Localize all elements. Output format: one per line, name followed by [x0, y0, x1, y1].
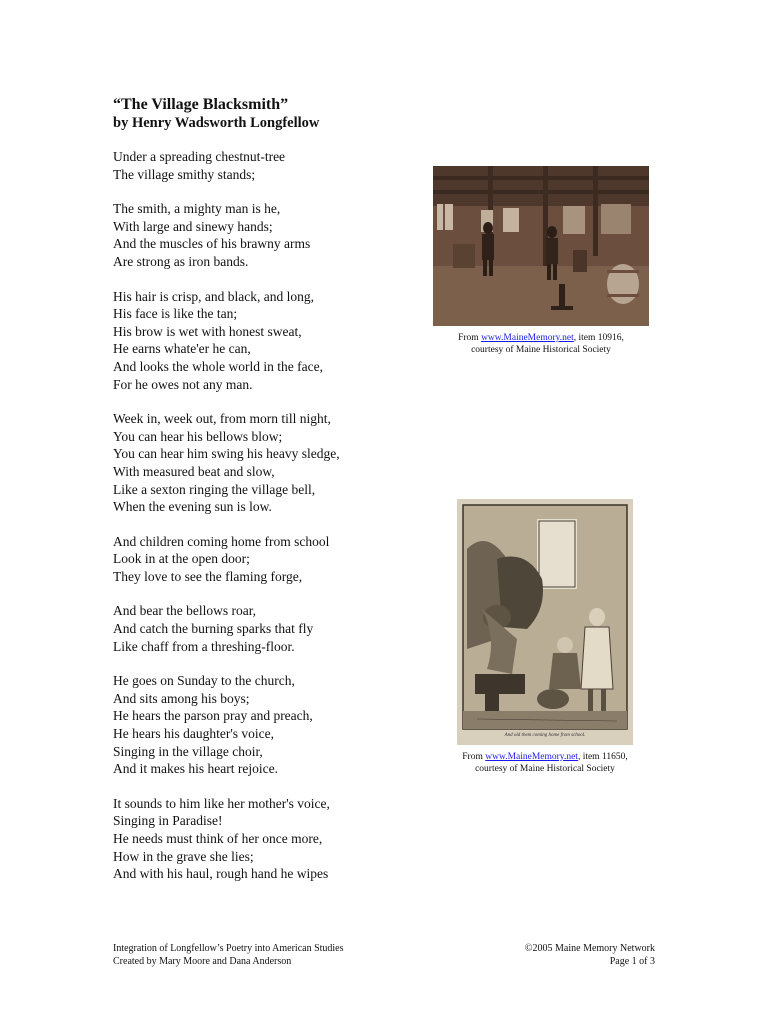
caption-item: , item 11650,	[577, 752, 628, 762]
poem-line: Under a spreading chestnut-tree	[113, 149, 286, 164]
blacksmith-engraving	[457, 499, 633, 745]
poem-line: And with his haul, rough hand he wipes	[113, 866, 329, 882]
caption-item: , item 10916,	[573, 333, 624, 343]
stanza	[113, 410, 413, 516]
poem-line: Like a sexton ringing the village bell,	[113, 481, 316, 497]
caption-prefix: From	[458, 333, 482, 343]
poem-line: His hair is crisp, and black, and long,	[113, 288, 314, 304]
engraving-illustration	[457, 499, 633, 745]
stanza	[113, 795, 413, 883]
poem-line: And children coming home from school	[113, 533, 330, 549]
poem-line: He needs must think of her once more,	[113, 831, 323, 846]
poem-line: When the evening sun is low.	[113, 499, 272, 515]
footer-copyright: ©2005 Maine Memory Network	[524, 943, 655, 954]
stanza	[113, 288, 413, 394]
poem-line: He hears the parson pray and preach,	[113, 708, 313, 724]
poem-line: Singing in the village choir,	[113, 743, 263, 759]
stanza	[113, 672, 413, 778]
poem-line: For he owes not any man.	[113, 376, 253, 392]
footer-project-title: Integration of Longfellow’s Poetry into American Studies	[113, 943, 344, 954]
stanza	[113, 200, 413, 270]
poem-line: Are strong as iron bands.	[113, 253, 249, 269]
poem-line: Singing in Paradise!	[113, 813, 223, 829]
poem-line: You can hear his bellows blow;	[113, 428, 283, 444]
blacksmith-shop-photo	[433, 166, 649, 326]
poem-line: They love to see the flaming forge,	[113, 568, 303, 584]
poem-line: He earns whate'er he can,	[113, 341, 251, 357]
mainememory-link[interactable]: www.MaineMemory.net	[485, 752, 578, 762]
caption-prefix: From	[462, 752, 486, 762]
poem-body	[113, 148, 413, 900]
stanza	[113, 602, 413, 655]
poem-line: And sits among his boys;	[113, 690, 250, 706]
poem-line: With large and sinewy hands;	[113, 218, 273, 234]
engraving-caption: And old them coming home from school.	[504, 733, 586, 738]
footer-right	[525, 942, 655, 968]
stanza	[113, 148, 413, 183]
poem-line: And looks the whole world in the face,	[113, 358, 323, 374]
poem-title: “The Village Blacksmith”	[113, 96, 289, 113]
footer-left	[113, 942, 344, 968]
poem-author: by Henry Wadsworth Longfellow	[113, 115, 320, 131]
poem-line: Like chaff from a threshing-floor.	[113, 638, 295, 654]
photo-caption	[430, 332, 652, 356]
poem-line: His brow is wet with honest sweat,	[113, 323, 302, 339]
poem-line: With measured beat and slow,	[113, 463, 275, 479]
blacksmith-shop-illustration	[433, 166, 649, 326]
poem-line: And bear the bellows roar,	[113, 603, 257, 619]
stanza	[113, 533, 413, 586]
poem-line: It sounds to him like her mother's voice,	[113, 795, 330, 811]
caption-credit: courtesy of Maine Historical Society	[471, 345, 611, 355]
poem-line: You can hear him swing his heavy sledge,	[113, 446, 340, 462]
poem-line: And the muscles of his brawny arms	[113, 236, 311, 252]
mainememory-link[interactable]: www.MaineMemory.net	[481, 333, 574, 343]
poem-line: The village smithy stands;	[113, 166, 256, 182]
caption-credit: courtesy of Maine Historical Society	[475, 764, 615, 774]
poem-line: And it makes his heart rejoice.	[113, 761, 278, 777]
poem-line: He hears his daughter's voice,	[113, 726, 275, 742]
poem-line: The smith, a mighty man is he,	[113, 201, 281, 217]
poem-line: His face is like the tan;	[113, 306, 238, 322]
page-number: Page 1 of 3	[609, 956, 655, 967]
poem-line: Week in, week out, from morn till night,	[113, 411, 331, 427]
poem-line: He goes on Sunday to the church,	[113, 673, 295, 689]
poem-line: And catch the burning sparks that fly	[113, 621, 314, 637]
poem-line: How in the grave she lies;	[113, 848, 254, 864]
poem-line: Look in at the open door;	[113, 551, 250, 567]
engraving-caption-block	[440, 751, 650, 775]
footer-authors: Created by Mary Moore and Dana Anderson	[113, 956, 292, 967]
